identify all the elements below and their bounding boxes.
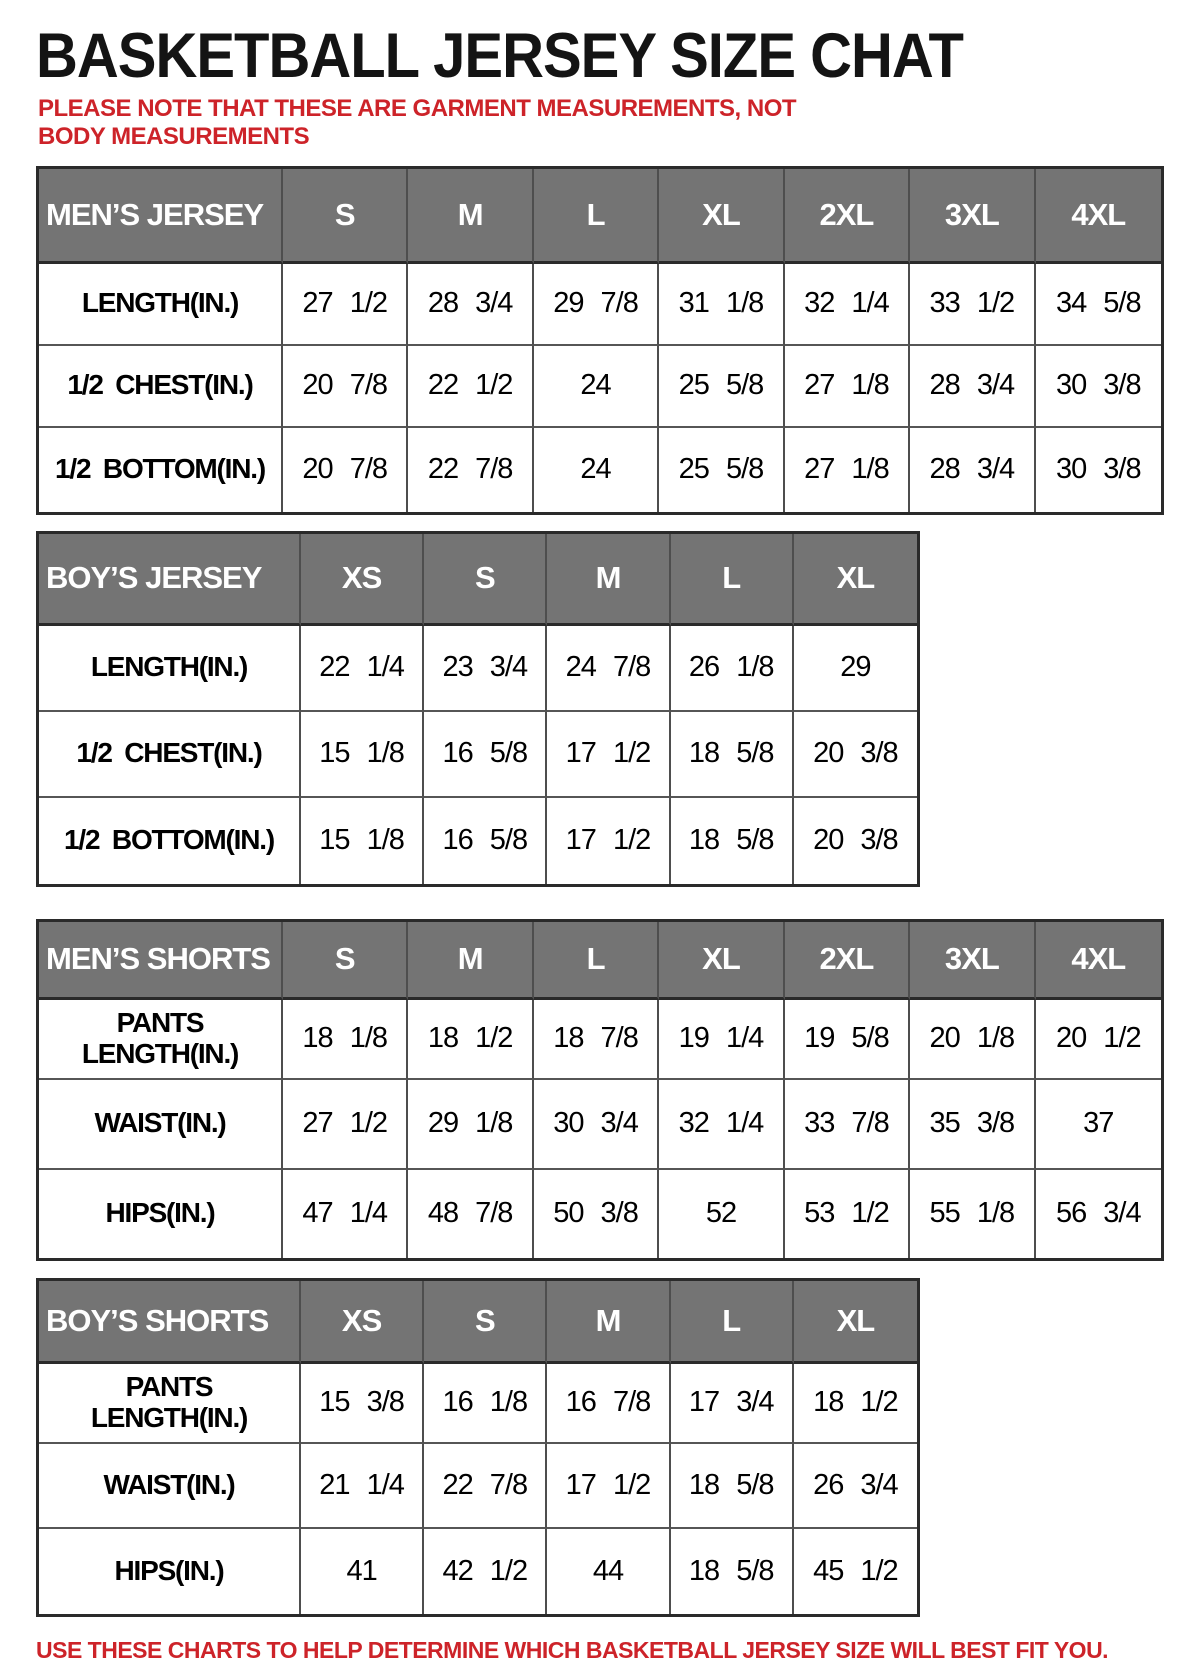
measurement-value-cell: 29 [794,626,917,712]
size-header-cell: 3XL [910,922,1035,1000]
measurement-value-cell: 35 3/8 [910,1080,1035,1170]
measurement-value-cell: 48 7/8 [408,1170,533,1258]
measurement-value-cell: 25 5/8 [659,428,784,512]
row-label-cell: 1/2 CHEST(IN.) [39,346,283,428]
measurement-value-cell: 18 1/2 [794,1364,917,1444]
measurement-value-cell: 26 3/4 [794,1444,917,1529]
measurement-value-cell: 22 1/4 [301,626,424,712]
row-label-cell: LENGTH(IN.) [39,264,283,346]
measurement-value-cell: 29 7/8 [534,264,659,346]
size-header-cell: XL [659,169,784,264]
measurement-value-cell: 41 [301,1529,424,1614]
row-label-cell: WAIST(IN.) [39,1444,301,1529]
measurement-value-cell: 53 1/2 [785,1170,910,1258]
measurement-value-cell: 23 3/4 [424,626,547,712]
measurement-value-cell: 28 3/4 [408,264,533,346]
size-header-cell: M [408,169,533,264]
size-header-cell: S [424,534,547,626]
measurement-value-cell: 42 1/2 [424,1529,547,1614]
measurement-value-cell: 27 1/8 [785,346,910,428]
measurement-value-cell: 20 1/8 [910,1000,1035,1080]
measurement-value-cell: 29 1/8 [408,1080,533,1170]
measurement-value-cell: 18 5/8 [671,712,794,798]
boys-shorts-table [36,1278,920,1617]
size-header-cell: M [408,922,533,1000]
row-label-cell: 1/2 BOTTOM(IN.) [39,798,301,884]
measurement-value-cell: 16 1/8 [424,1364,547,1444]
boys-jersey-table [36,531,920,887]
measurement-value-cell: 20 7/8 [283,346,408,428]
measurement-value-cell: 15 1/8 [301,712,424,798]
size-header-cell: 2XL [785,922,910,1000]
measurement-value-cell: 16 7/8 [547,1364,670,1444]
measurement-value-cell: 27 1/2 [283,1080,408,1170]
measurement-value-cell: 28 3/4 [910,346,1035,428]
measurement-value-cell: 17 1/2 [547,1444,670,1529]
size-header-cell: L [671,534,794,626]
measurement-value-cell: 18 7/8 [534,1000,659,1080]
measurement-value-cell: 30 3/8 [1036,346,1161,428]
size-header-cell: M [547,1281,670,1364]
size-header-cell: S [283,169,408,264]
size-header-cell: S [424,1281,547,1364]
size-header-cell: S [283,922,408,1000]
table-title-cell: BOY’S SHORTS [39,1281,301,1364]
measurement-value-cell: 17 1/2 [547,712,670,798]
row-label-cell: LENGTH(IN.) [39,626,301,712]
measurement-value-cell: 30 3/8 [1055,453,1141,486]
measurement-value-cell: 22 7/8 [424,1444,547,1529]
table-title-cell: MEN’S SHORTS [39,922,283,1000]
measurement-value-cell: 18 1/8 [283,1000,408,1080]
size-header-cell: XL [794,1281,917,1364]
measurement-value-cell: 18 5/8 [671,1444,794,1529]
measurement-value-cell: 15 3/8 [301,1364,424,1444]
measurement-value-cell: 20 7/8 [283,428,408,512]
page-title: BASKETBALL JERSEY SIZE CHAT [36,20,963,91]
measurement-value-cell: 27 1/2 [283,264,408,346]
table-title-cell: MEN’S JERSEY [39,169,283,264]
size-header-cell: XL [659,922,784,1000]
measurement-value-cell: 18 1/2 [408,1000,533,1080]
measurement-value-cell: 18 5/8 [671,1529,794,1614]
measurement-value-cell: 24 [534,428,659,512]
size-header-cell: XS [301,1281,424,1364]
measurement-value-cell: 24 7/8 [547,626,670,712]
measurement-value-cell: 26 1/8 [671,626,794,712]
row-label-cell: HIPS(IN.) [39,1170,283,1258]
size-header-cell: XL [794,534,917,626]
measurement-value-cell: 44 [547,1529,670,1614]
measurement-value-cell: 17 1/2 [547,798,670,884]
measurement-value-cell: 31 1/8 [659,264,784,346]
measurement-value-cell: 21 1/4 [301,1444,424,1529]
size-header-cell: 3XL [910,169,1035,264]
size-header-cell: 4XL [1036,922,1161,1000]
size-header-cell: L [671,1281,794,1364]
measurement-value-cell: 45 1/2 [813,1554,898,1587]
measurement-value-cell: 19 1/4 [659,1000,784,1080]
measurement-value-cell: 16 5/8 [424,798,547,884]
measurement-value-cell: 18 5/8 [671,798,794,884]
measurement-value-cell: 32 1/4 [659,1080,784,1170]
measurement-value-cell: 28 3/4 [910,428,1035,512]
measurement-value-cell: 16 5/8 [424,712,547,798]
mens-shorts-table [36,919,1164,1261]
measurement-value-cell: 37 [1036,1080,1161,1170]
fit-advice-note: USE THESE CHARTS TO HELP DETERMINE WHICH BASKETBALL JERSEY SIZE WILL BEST FIT YOU. [36,1636,1109,1663]
measurement-value-cell: 27 1/8 [785,428,910,512]
measurement-value-cell: 33 7/8 [785,1080,910,1170]
measurement-value-cell: 24 [534,346,659,428]
garment-measurement-note: PLEASE NOTE THAT THESE ARE GARMENT MEASUREMENTS, NOT BODY MEASUREMENTS [38,94,797,151]
size-header-cell: L [534,922,659,1000]
measurement-value-cell: 19 5/8 [785,1000,910,1080]
size-header-cell: 2XL [785,169,910,264]
mens-jersey-table [36,166,1164,515]
measurement-value-cell: 22 7/8 [408,428,533,512]
measurement-value-cell: 20 3/8 [813,824,898,857]
measurement-value-cell: 33 1/2 [910,264,1035,346]
measurement-value-cell: 22 1/2 [408,346,533,428]
size-header-cell: 4XL [1036,169,1161,264]
measurement-value-cell: 50 3/8 [534,1170,659,1258]
measurement-value-cell: 15 1/8 [301,798,424,884]
row-label-cell: HIPS(IN.) [39,1529,301,1614]
measurement-value-cell: 17 3/4 [671,1364,794,1444]
measurement-value-cell: 30 3/4 [534,1080,659,1170]
measurement-value-cell: 32 1/4 [785,264,910,346]
measurement-value-cell: 55 1/8 [910,1170,1035,1258]
row-label-cell: 1/2 CHEST(IN.) [39,712,301,798]
row-label-cell: WAIST(IN.) [39,1080,283,1170]
measurement-value-cell: 56 3/4 [1055,1197,1141,1230]
size-header-cell: L [534,169,659,264]
table-title-cell: BOY’S JERSEY [39,534,301,626]
measurement-value-cell: 20 3/8 [794,712,917,798]
size-header-cell: XS [301,534,424,626]
row-label-cell: 1/2 BOTTOM(IN.) [39,428,283,512]
size-header-cell: M [547,534,670,626]
row-label-cell: PANTS LENGTH(IN.) [39,1000,283,1080]
measurement-value-cell: 52 [659,1170,784,1258]
measurement-value-cell: 25 5/8 [659,346,784,428]
row-label-cell: PANTS LENGTH(IN.) [39,1364,301,1444]
measurement-value-cell: 47 1/4 [283,1170,408,1258]
measurement-value-cell: 34 5/8 [1036,264,1161,346]
measurement-value-cell: 20 1/2 [1036,1000,1161,1080]
